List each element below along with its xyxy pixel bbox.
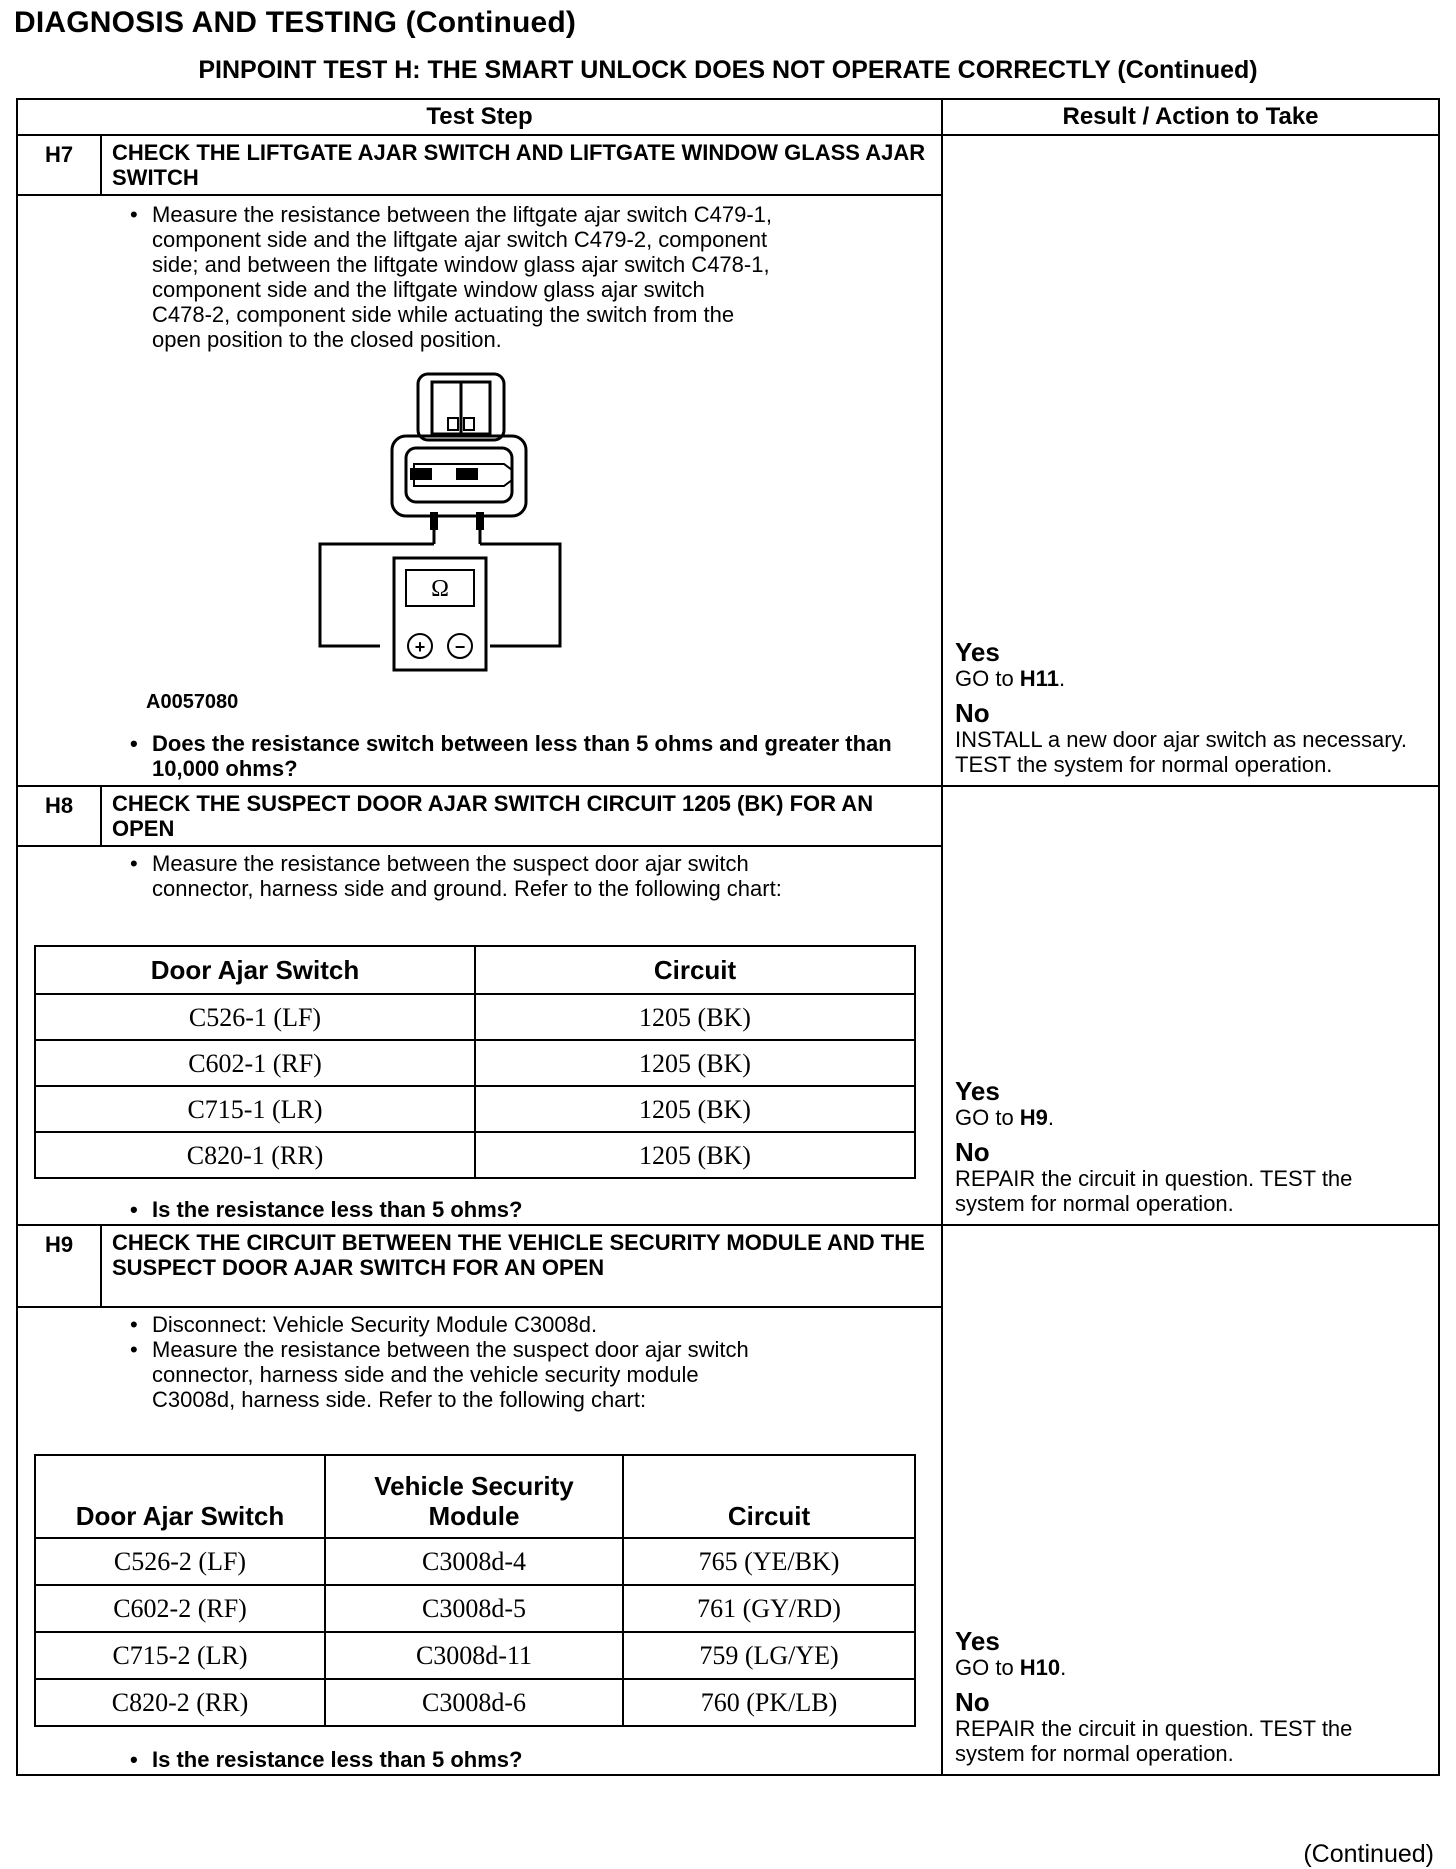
h9-circuit-chart [34,1454,916,1727]
yes-label: Yes [955,1076,1000,1106]
table-cell: C602-1 (RF) [35,1040,475,1086]
yes-label: Yes [955,637,1000,667]
table-row [35,1585,915,1632]
step-h7-result [942,135,1439,786]
table-row [35,1040,915,1086]
ohmmeter-body [394,558,486,670]
step-body [17,195,942,786]
table-row [35,1086,915,1132]
yes-action: GO to H11. [955,666,1066,691]
step-h8-title-row [17,786,1439,846]
chart-header: Door Ajar Switch [35,946,475,994]
table-row [35,1679,915,1726]
result-column-header: Result / Action to Take [942,99,1439,135]
step-h8-result [942,786,1439,1225]
question-bullet: • Is the resistance less than 5 ohms? [18,1747,941,1772]
step-reference-link[interactable]: H9 [1019,1105,1048,1130]
table-cell: 1205 (BK) [475,1040,915,1086]
table-cell: C3008d-11 [325,1632,623,1679]
table-cell: 1205 (BK) [475,994,915,1040]
table-cell: 760 (PK/LB) [623,1679,915,1726]
yes-action: GO to H10. [955,1655,1067,1680]
minus-symbol: − [454,637,466,657]
table-cell: C3008d-6 [325,1679,623,1726]
pinpoint-test-table [16,98,1440,1776]
step-id: H7 [17,135,101,195]
table-row [35,994,915,1040]
ohm-symbol: Ω [431,576,449,602]
table-cell: C715-2 (LR) [35,1632,325,1679]
h8-circuit-chart [34,945,916,1179]
ohmmeter-connector-diagram [310,372,630,672]
instruction-bullet: • Measure the resistance between the suspect door ajar switch connector, harness side and the vehicle security module C3008d, harness side. Refer to the following chart: [18,1337,941,1412]
step-title: CHECK THE SUSPECT DOOR AJAR SWITCH CIRCUIT 1205 (BK) FOR AN OPEN [101,786,942,846]
no-label: No [955,1687,990,1717]
question-bullet: • Does the resistance switch between less than 5 ohms and greater than 10,000 ohms? [18,731,941,781]
table-cell: 1205 (BK) [475,1132,915,1178]
table-cell: C3008d-4 [325,1538,623,1585]
instruction-bullet: • Measure the resistance between the liftgate ajar switch C479-1, component side and the liftgate ajar switch C479-2, component side; and between the liftgate window glass ajar switch C478-1, component side and the liftgate window glass ajar switch C478-2, component side while actuating the switch from the open position to the closed position. [18,202,941,352]
chart-header-row [35,946,915,994]
chart-header: Circuit [475,946,915,994]
instruction-bullet: • Measure the resistance between the suspect door ajar switch connector, harness side and ground. Refer to the following chart: [18,851,941,901]
instruction-bullet: • Disconnect: Vehicle Security Module C3008d. [18,1312,941,1337]
table-cell: C715-1 (LR) [35,1086,475,1132]
yes-label: Yes [955,1626,1000,1656]
question-bullet: • Is the resistance less than 5 ohms? [18,1197,941,1222]
step-h9-title-row [17,1225,1439,1307]
no-action: INSTALL a new door ajar switch as necessary. TEST the system for normal operation. [955,727,1408,777]
table-cell: 761 (GY/RD) [623,1585,915,1632]
table-cell: C602-2 (RF) [35,1585,325,1632]
step-body [17,1307,942,1775]
chart-header: Circuit [623,1455,915,1538]
table-cell: C820-1 (RR) [35,1132,475,1178]
table-cell: C526-1 (LF) [35,994,475,1040]
table-cell: C526-2 (LF) [35,1538,325,1585]
no-action: REPAIR the circuit in question. TEST the system for normal operation. [955,1166,1353,1216]
step-title: CHECK THE CIRCUIT BETWEEN THE VEHICLE SECURITY MODULE AND THE SUSPECT DOOR AJAR SWITCH FOR AN OPEN [101,1225,942,1307]
step-reference-link[interactable]: H11 [1019,666,1059,691]
yes-action: GO to H9. [955,1105,1055,1130]
table-cell: 1205 (BK) [475,1086,915,1132]
step-id: H9 [17,1225,101,1307]
table-cell: C3008d-5 [325,1585,623,1632]
test-step-column-header: Test Step [17,99,942,135]
table-row [35,1632,915,1679]
pinpoint-test-title: PINPOINT TEST H: THE SMART UNLOCK DOES NOT OPERATE CORRECTLY (Continued) [198,56,1258,84]
chart-header: Door Ajar Switch [35,1455,325,1538]
chart-header: Vehicle Security Module [325,1455,623,1538]
table-cell: 759 (LG/YE) [623,1632,915,1679]
table-row [35,1132,915,1178]
step-reference-link[interactable]: H10 [1019,1655,1061,1680]
table-cell: 765 (YE/BK) [623,1538,915,1585]
step-id: H8 [17,786,101,846]
step-title: CHECK THE LIFTGATE AJAR SWITCH AND LIFTGATE WINDOW GLASS AJAR SWITCH [101,135,942,195]
figure-id: A0057080 [146,691,239,713]
no-label: No [955,1137,990,1167]
plus-symbol: + [414,637,426,657]
step-h9-result [942,1225,1439,1775]
table-header-row [17,99,1439,135]
no-label: No [955,698,990,728]
page-heading: DIAGNOSIS AND TESTING (Continued) [14,6,577,39]
chart-header-row [35,1455,915,1538]
step-body [17,846,942,1225]
table-row [35,1538,915,1585]
step-h7-title-row [17,135,1439,195]
table-cell: C820-2 (RR) [35,1679,325,1726]
no-action: REPAIR the circuit in question. TEST the system for normal operation. [955,1716,1353,1766]
continued-footer: (Continued) [1303,1840,1434,1868]
